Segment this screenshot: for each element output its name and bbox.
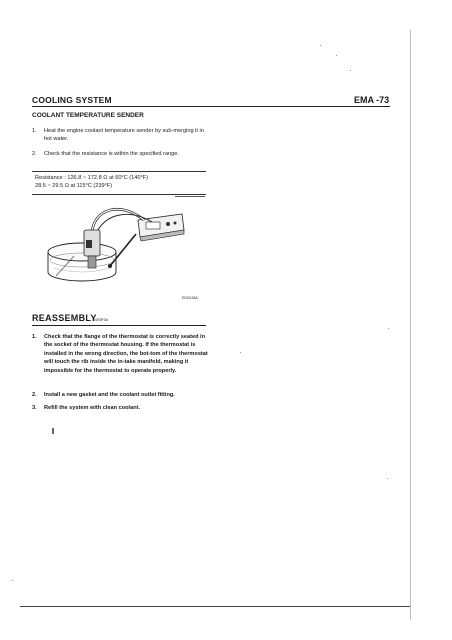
reassembly-rule <box>32 325 206 326</box>
step-number: 1. <box>32 128 37 134</box>
page-bottom-border <box>20 606 410 607</box>
temperature-sender-icon <box>84 230 100 268</box>
section-title: COOLING SYSTEM <box>32 95 112 105</box>
step-number: 1. <box>32 334 37 340</box>
step-text: Heat the engine coolant temperature sender by sub-merging it in hot water. <box>44 128 204 143</box>
page-right-border <box>410 30 411 620</box>
beaker-icon <box>48 243 116 281</box>
reassembly-heading: REASSEMBLY <box>32 313 97 323</box>
scan-speck <box>387 478 388 479</box>
scan-speck <box>52 428 54 434</box>
header-rule <box>32 106 390 107</box>
sender-test-illustration <box>34 190 214 300</box>
scan-speck <box>336 55 337 56</box>
step-number: 3. <box>32 405 37 411</box>
scan-speck <box>350 70 351 71</box>
step-number: 2. <box>32 151 37 157</box>
scan-speck <box>320 45 321 46</box>
resistance-spec-line-1: Resistance : 126.8 ~ 172.8 Ω at 60°C (140°F) <box>35 175 148 181</box>
sender-heading: COOLANT TEMPERATURE SENDER <box>32 112 144 119</box>
scan-speck <box>388 328 389 329</box>
resistance-spec-line-2: 28.5 ~ 29.5 Ω at 115°C (239°F) <box>35 183 113 189</box>
scan-speck <box>240 352 241 353</box>
step-text: Check that the flange of the thermostat is correctly seated in the socket of the thermostat housing. If the thermostat is installed in the wrong direction, the bot-tom of the thermostat will touch the rib inside the in-take manifold, making it impossible for the thermostat to operate properly. <box>44 334 208 374</box>
figure-code: EDK015A <box>182 296 198 300</box>
step-number: 2. <box>32 392 37 398</box>
scan-speck <box>12 580 13 581</box>
step-text: Refill the system with clean coolant. <box>44 405 141 411</box>
figure-rule <box>175 196 205 197</box>
step-text: Install a new gasket and the coolant outlet fitting. <box>44 392 175 398</box>
reassembly-code: E0E5F0A <box>93 318 108 322</box>
step-text: Check that the resistance is within the specified range. <box>44 151 179 157</box>
page-code: EMA -73 <box>354 95 390 105</box>
